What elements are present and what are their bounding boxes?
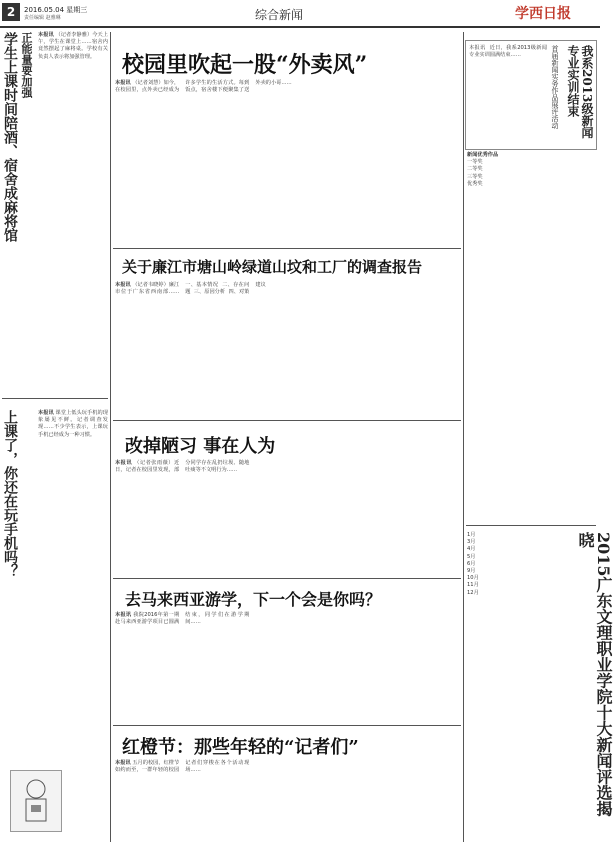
timeline-event: 3月 [467,539,476,546]
timeline-headline: 2015广东文理职业学院十大新闻评选揭晓 [576,532,613,817]
article-4-byline: 本报讯 [115,612,132,618]
divider-3 [113,578,461,579]
timeline-event: 5月 [467,553,476,560]
article-2-text: （记者韦晓婷）廉江市位于广东省西南部……一、基本情况 二、存在问题 三、原因分析 四、对策建议 [115,282,266,296]
sidebar-banner [465,40,597,150]
article-5-byline: 本报讯 [115,760,131,766]
left-top-subheadline [20,32,33,262]
masthead-logo: 学西日报 [515,6,571,22]
timeline-event: 4月 [467,546,476,553]
award-item: 三等奖 [467,173,483,180]
article-1-headline: 校园里吹起一股“外卖风” [122,52,368,78]
left-top-byline: 本报讯 [38,32,54,38]
article-4-headline: 去马来西亚游学，下一个会是你吗？ [125,590,382,609]
article-4-text: 我院2016年第一期赴马来西亚游学项目已圆满结束，同学们在游学期间…… [115,612,250,626]
article-3-headline: 改掉陋习 事在人为 [125,436,276,457]
left-top-headline-main: 学生上课时间陪酒、宿舍成麻将馆 [2,32,18,242]
left-bottom-headline-main: 上课了，你还在玩手机吗？ [2,410,18,578]
divider-4 [113,725,461,726]
page-number: 2 [2,3,20,21]
timeline-event: 10月 [467,575,479,582]
article-5-text: 五月的校园，红橙节如约而至，一群年轻的校园记者们穿梭在各个活动现场…… [115,760,250,774]
timeline-list [467,532,571,842]
award-item: 优秀奖 [467,180,483,187]
issue-date: 2016.05.04 星期三 [24,6,88,14]
editor-credit: 责任编辑 赵雅琳 [24,15,61,21]
article-1-text: （记者刘慧）如今，在校园里，点外卖已经成为许多学生的生活方式。每到饭点，宿舍楼下便聚集了送外卖的小哥…… [115,80,292,94]
divider-timeline [466,525,596,526]
sidebar-banner-title: 我系2013级新闻专业实训结束 [566,45,594,139]
timeline-event: 12月 [467,589,479,596]
section-name: 综合新闻 [255,8,304,22]
sidebar-banner-subtitle: 首届新闻实务作品展评活动 [551,45,559,129]
sidebar-banner-notes: 本报讯 近日，我系2013级新闻专业实训圆满结束…… [469,45,547,59]
award-item: 二等奖 [467,166,483,173]
cartoon-illustration [10,770,62,832]
timeline-event: 9月 [467,568,476,575]
article-3-text: （记者张雨薇）近日，记者在校园里发现，部分同学存在乱扔垃圾、随地吐痰等不文明行为…… [115,460,250,474]
article-2-headline: 关于廉江市塘山岭绿道山坟和工厂的调查报告 [122,258,423,276]
article-1-body [115,80,460,245]
timeline-event: 6月 [467,560,476,567]
article-2-body [115,282,460,417]
article-1-byline: 本报讯 [115,80,131,86]
column-divider-left [110,32,111,842]
timeline-event: 1月 [467,532,476,538]
left-top-headline-sub: 正能量要加强 [20,32,33,98]
left-bottom-text: 课堂上低头玩手机的现象屡见不鲜。记者调查发现……不少学生表示，上课玩手机已经成为一种习惯。 [38,410,108,438]
article-2-byline: 本报讯 [115,282,131,288]
page-header [0,0,600,28]
divider-1 [113,248,461,249]
divider-2 [113,420,461,421]
article-4-body [115,612,460,722]
timeline-event: 11月 [467,582,479,589]
article-5-body [115,760,460,842]
cartoon-figure-icon [11,771,61,831]
sidebar-award-list [467,152,595,522]
column-divider-right [463,32,464,842]
left-bottom-headline [2,410,18,580]
left-divider [2,398,108,399]
left-top-text: （记者李静雅）今天上午，学生在课堂上……宿舍内竟然摆起了麻将桌。学校有关负责人表示将加强管理。 [38,32,108,60]
article-3-byline: 本报讯 [115,460,133,466]
left-bottom-byline: 本报讯 [38,410,54,416]
article-3-body [115,460,460,575]
award-list-heading: 新闻优秀作品 [467,152,499,158]
award-item: 一等奖 [467,159,483,166]
left-top-article-body [38,32,108,392]
article-5-headline: 红橙节：那些年轻的“记者们” [122,737,359,758]
left-top-headline [2,32,18,262]
